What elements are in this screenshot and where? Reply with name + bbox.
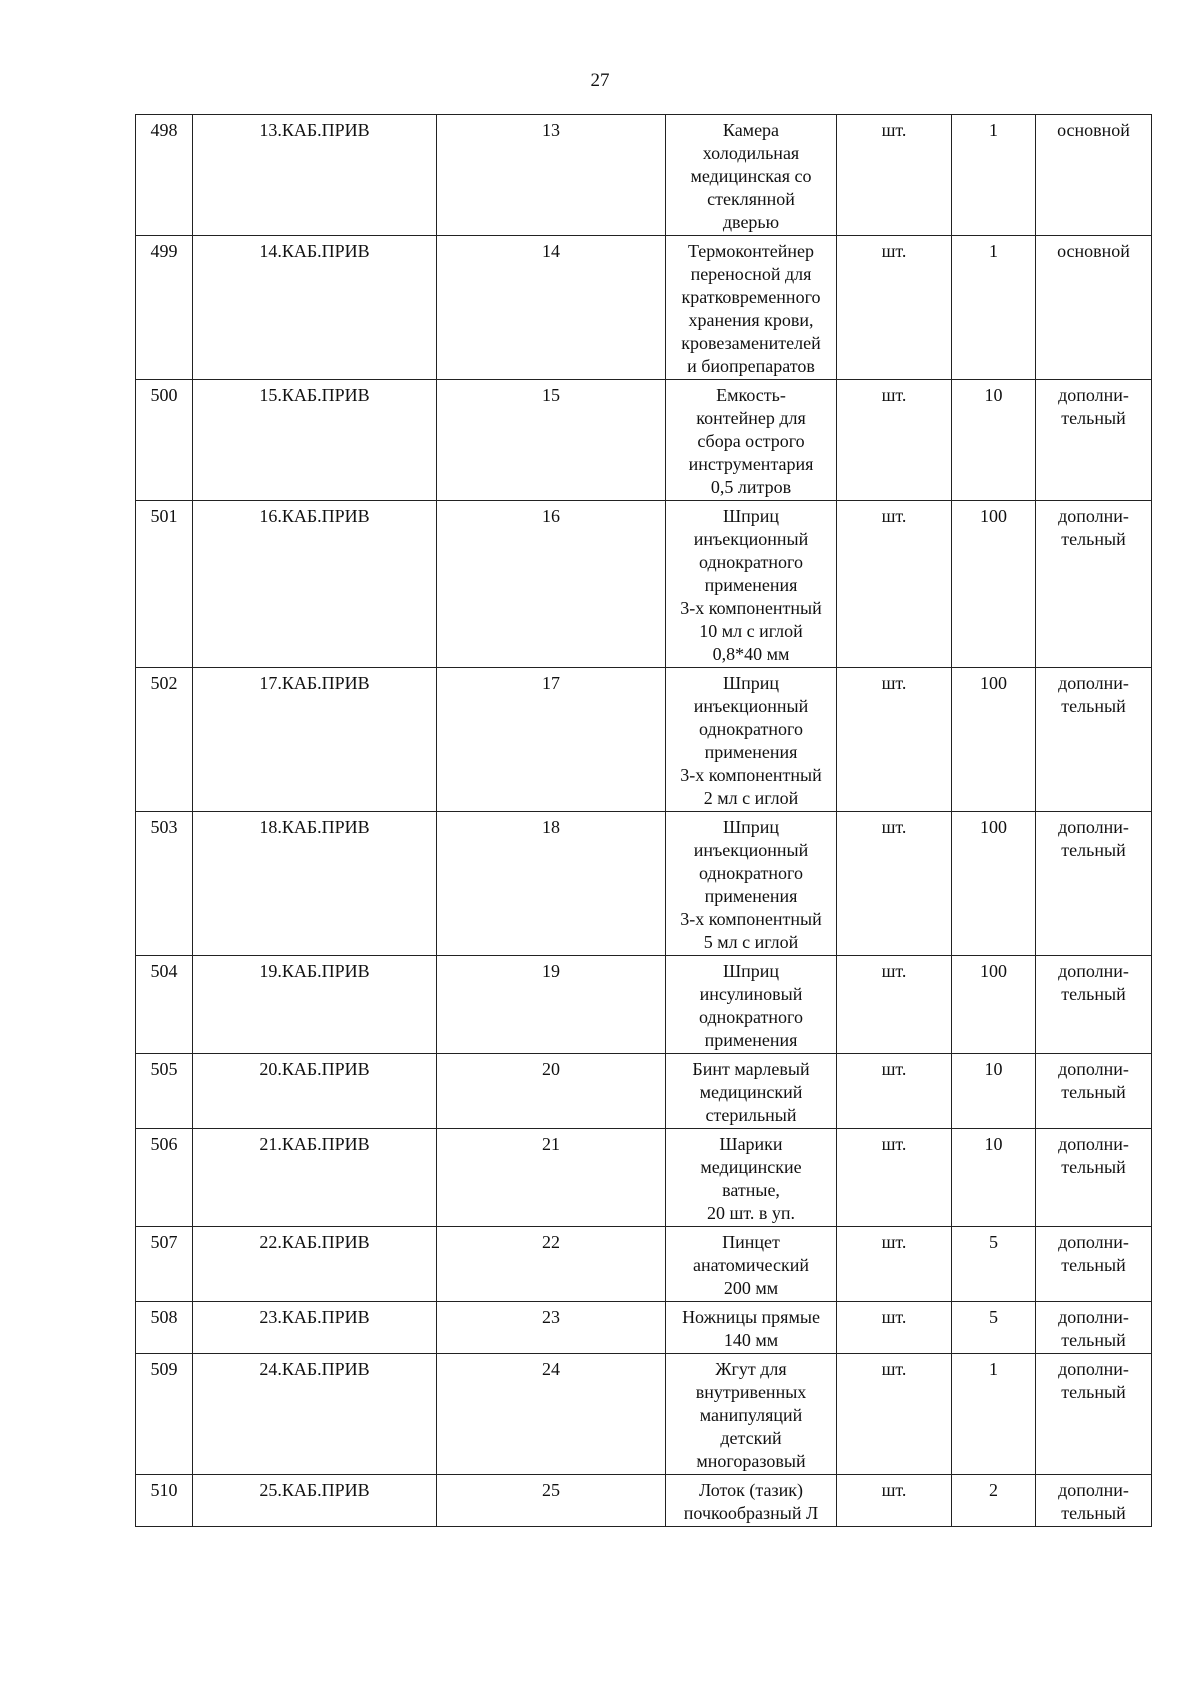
item-unit: шт. [837, 1054, 952, 1129]
item-quantity: 100 [952, 812, 1036, 956]
item-index: 13 [437, 115, 666, 236]
item-name: Лоток (тазик) почкообразный Л [666, 1475, 837, 1527]
item-unit: шт. [837, 1129, 952, 1227]
table-body [136, 115, 1152, 1527]
row-number: 502 [136, 668, 193, 812]
item-code: 17.КАБ.ПРИВ [193, 668, 437, 812]
page-number: 27 [590, 70, 610, 91]
item-type: дополни- тельный [1036, 1354, 1152, 1475]
item-name: Шприц инъекционный однократного применения 3-х компонентный 5 мл с иглой [666, 812, 837, 956]
item-quantity: 5 [952, 1302, 1036, 1354]
item-code: 15.КАБ.ПРИВ [193, 380, 437, 501]
table-row [136, 956, 1152, 1054]
item-quantity: 10 [952, 1054, 1036, 1129]
row-number: 504 [136, 956, 193, 1054]
item-type: дополни- тельный [1036, 1054, 1152, 1129]
row-number: 510 [136, 1475, 193, 1527]
item-code: 18.КАБ.ПРИВ [193, 812, 437, 956]
item-type: дополни- тельный [1036, 1129, 1152, 1227]
item-index: 18 [437, 812, 666, 956]
item-name: Пинцет анатомический 200 мм [666, 1227, 837, 1302]
item-quantity: 1 [952, 115, 1036, 236]
item-unit: шт. [837, 380, 952, 501]
item-type: дополни- тельный [1036, 1227, 1152, 1302]
item-name: Шприц инъекционный однократного применения 3-х компонентный 2 мл с иглой [666, 668, 837, 812]
table-row [136, 1354, 1152, 1475]
table-row [136, 380, 1152, 501]
item-type: дополни- тельный [1036, 668, 1152, 812]
item-name: Шарики медицинские ватные, 20 шт. в уп. [666, 1129, 837, 1227]
item-name: Ножницы прямые 140 мм [666, 1302, 837, 1354]
item-name: Шприц инсулиновый однократного применения [666, 956, 837, 1054]
item-quantity: 1 [952, 236, 1036, 380]
row-number: 507 [136, 1227, 193, 1302]
table-row [136, 812, 1152, 956]
item-unit: шт. [837, 236, 952, 380]
item-quantity: 5 [952, 1227, 1036, 1302]
item-unit: шт. [837, 956, 952, 1054]
item-code: 20.КАБ.ПРИВ [193, 1054, 437, 1129]
table-row [136, 1129, 1152, 1227]
table-row [136, 1054, 1152, 1129]
item-index: 23 [437, 1302, 666, 1354]
table-row [136, 1227, 1152, 1302]
item-type: дополни- тельный [1036, 380, 1152, 501]
item-index: 25 [437, 1475, 666, 1527]
item-quantity: 100 [952, 956, 1036, 1054]
item-code: 13.КАБ.ПРИВ [193, 115, 437, 236]
item-index: 24 [437, 1354, 666, 1475]
item-code: 22.КАБ.ПРИВ [193, 1227, 437, 1302]
row-number: 509 [136, 1354, 193, 1475]
item-quantity: 10 [952, 1129, 1036, 1227]
item-unit: шт. [837, 115, 952, 236]
item-type: дополни- тельный [1036, 956, 1152, 1054]
item-unit: шт. [837, 501, 952, 668]
item-name: Камера холодильная медицинская со стеклянной дверью [666, 115, 837, 236]
item-name: Шприц инъекционный однократного применения 3-х компонентный 10 мл с иглой 0,8*40 мм [666, 501, 837, 668]
table-row [136, 236, 1152, 380]
row-number: 508 [136, 1302, 193, 1354]
row-number: 505 [136, 1054, 193, 1129]
equipment-table [135, 114, 1152, 1527]
item-type: основной [1036, 236, 1152, 380]
item-type: дополни- тельный [1036, 812, 1152, 956]
row-number: 499 [136, 236, 193, 380]
table-row [136, 668, 1152, 812]
table-row [136, 501, 1152, 668]
row-number: 501 [136, 501, 193, 668]
item-type: дополни- тельный [1036, 1302, 1152, 1354]
item-index: 17 [437, 668, 666, 812]
row-number: 500 [136, 380, 193, 501]
item-index: 15 [437, 380, 666, 501]
item-quantity: 100 [952, 501, 1036, 668]
item-code: 24.КАБ.ПРИВ [193, 1354, 437, 1475]
item-type: дополни- тельный [1036, 501, 1152, 668]
item-quantity: 10 [952, 380, 1036, 501]
table-row [136, 1302, 1152, 1354]
item-code: 21.КАБ.ПРИВ [193, 1129, 437, 1227]
item-code: 16.КАБ.ПРИВ [193, 501, 437, 668]
item-index: 19 [437, 956, 666, 1054]
item-name: Бинт марлевый медицинский стерильный [666, 1054, 837, 1129]
table-row [136, 115, 1152, 236]
item-index: 16 [437, 501, 666, 668]
item-type: дополни- тельный [1036, 1475, 1152, 1527]
row-number: 506 [136, 1129, 193, 1227]
item-type: основной [1036, 115, 1152, 236]
item-unit: шт. [837, 1227, 952, 1302]
item-quantity: 2 [952, 1475, 1036, 1527]
item-index: 14 [437, 236, 666, 380]
item-code: 23.КАБ.ПРИВ [193, 1302, 437, 1354]
item-index: 22 [437, 1227, 666, 1302]
table-row [136, 1475, 1152, 1527]
item-code: 19.КАБ.ПРИВ [193, 956, 437, 1054]
item-index: 20 [437, 1054, 666, 1129]
item-name: Термоконтейнер переносной для кратковременного хранения крови, кровезаменителей и биопрепаратов [666, 236, 837, 380]
item-unit: шт. [837, 812, 952, 956]
item-code: 25.КАБ.ПРИВ [193, 1475, 437, 1527]
item-quantity: 100 [952, 668, 1036, 812]
item-unit: шт. [837, 1475, 952, 1527]
row-number: 503 [136, 812, 193, 956]
item-unit: шт. [837, 1302, 952, 1354]
item-name: Жгут для внутривенных манипуляций детский многоразовый [666, 1354, 837, 1475]
item-quantity: 1 [952, 1354, 1036, 1475]
item-index: 21 [437, 1129, 666, 1227]
item-unit: шт. [837, 668, 952, 812]
item-unit: шт. [837, 1354, 952, 1475]
item-name: Емкость- контейнер для сбора острого инструментария 0,5 литров [666, 380, 837, 501]
item-code: 14.КАБ.ПРИВ [193, 236, 437, 380]
row-number: 498 [136, 115, 193, 236]
